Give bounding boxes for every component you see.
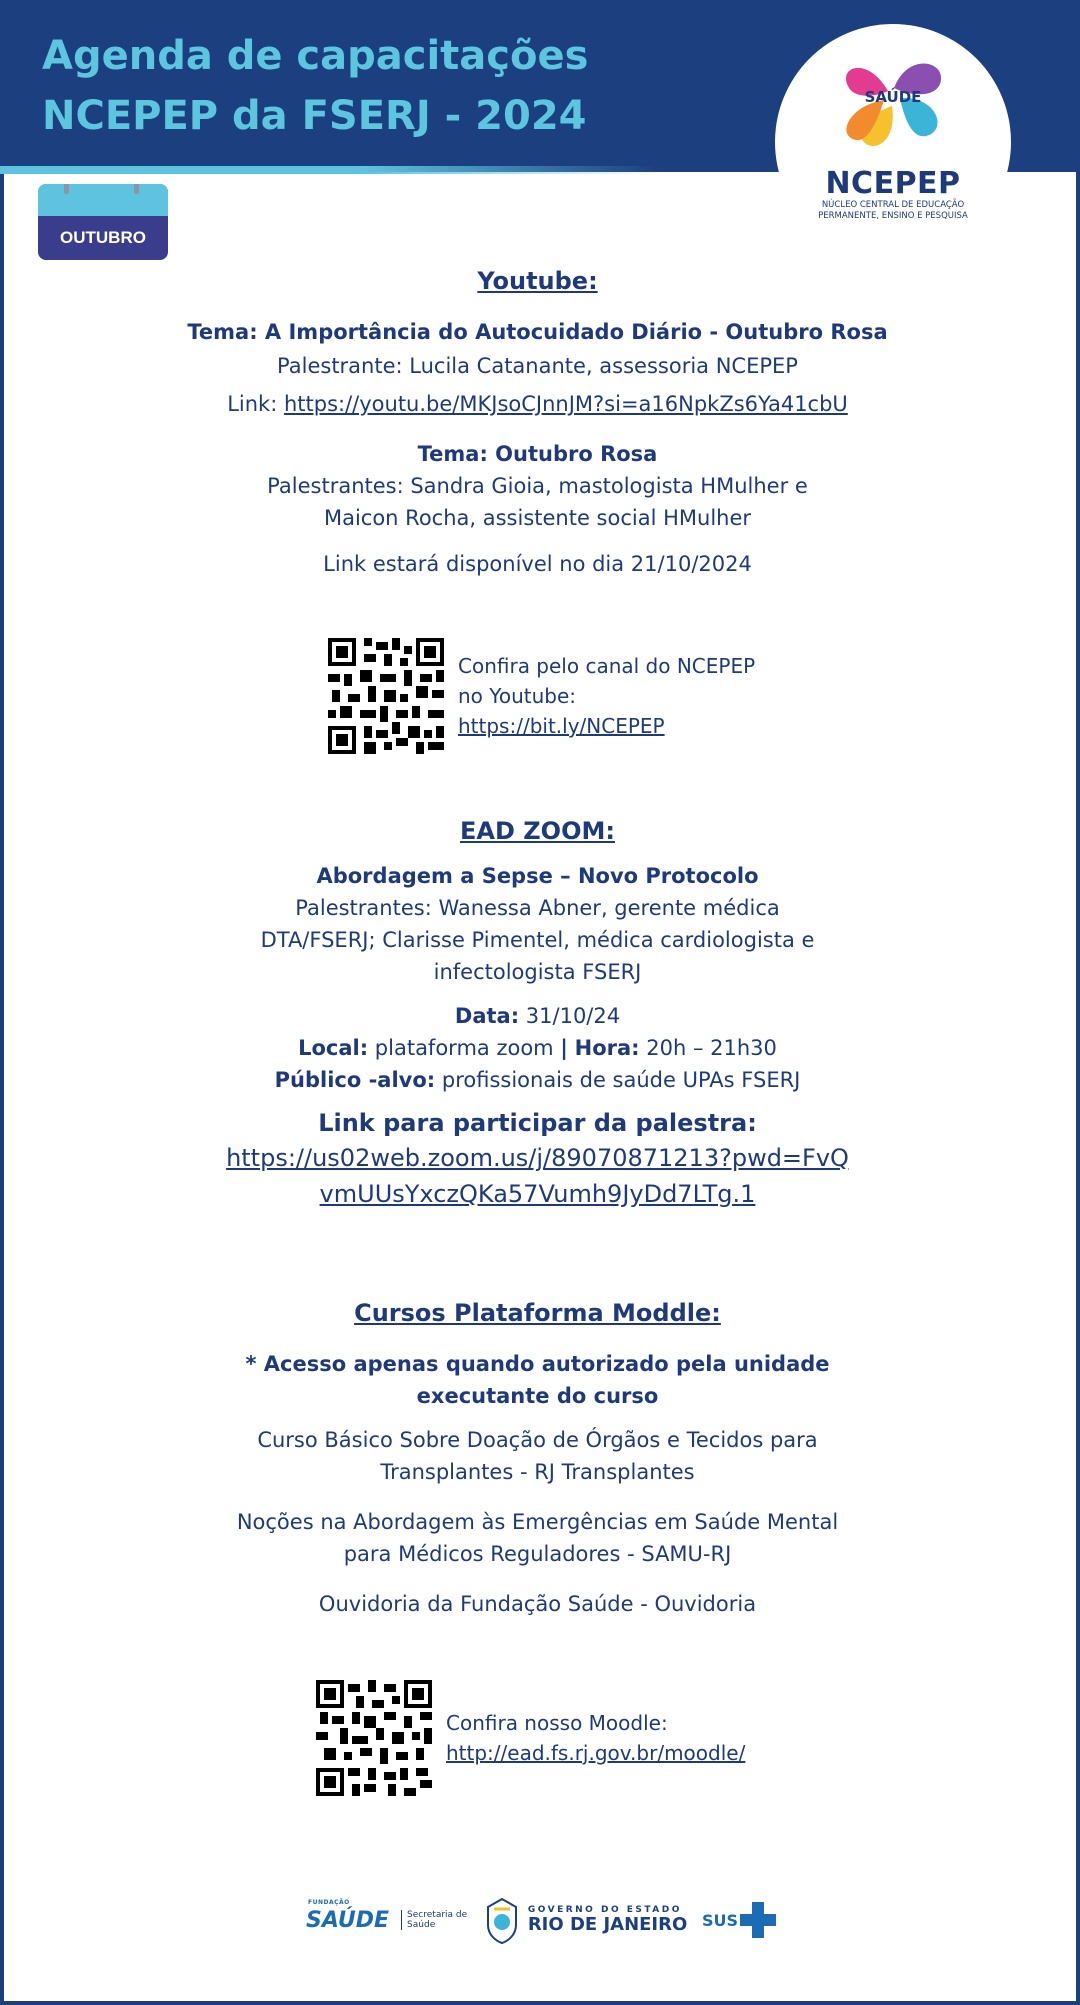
- moodle-notice-1: * Acesso apenas quando autorizado pela unidade: [245, 1352, 830, 1376]
- logo-name: NCEPEP: [825, 166, 961, 201]
- fundacao-saude-logo: [306, 1898, 468, 1933]
- secretaria-line2: Saúde: [407, 1920, 436, 1930]
- youtube-talk1-link-row: [180, 388, 895, 420]
- secretaria-line1: Secretaria de: [407, 1910, 468, 1920]
- zoom-speakers-1: Palestrantes: Wanessa Abner, gerente médica: [295, 896, 780, 920]
- youtube-talk1-link-label: Link:: [227, 392, 278, 416]
- zoom-date-label: Data:: [454, 1004, 520, 1028]
- youtube-channel-link[interactable]: https://bit.ly/NCEPEP: [458, 714, 665, 738]
- moodle-course3: Ouvidoria da Fundação Saúde - Ouvidoria: [318, 1592, 757, 1616]
- zoom-talk-title: Abordagem a Sepse – Novo Protocolo: [316, 864, 759, 888]
- page-title: [42, 26, 662, 146]
- zoom-section: [180, 814, 895, 1212]
- youtube-talk1-speaker: Palestrante: Lucila Catanante, assessoria NCEPEP: [277, 354, 798, 378]
- zoom-publico-label: Público -alvo:: [274, 1068, 436, 1092]
- calendar-ring-icon: [64, 184, 69, 194]
- youtube-qr-code-icon[interactable]: [328, 638, 444, 754]
- zoom-speakers-3: infectologista FSERJ: [433, 960, 642, 984]
- moodle-qr-row: [316, 1680, 745, 1796]
- title-line-1: Agenda de capacitações: [42, 33, 589, 79]
- zoom-link-line1[interactable]: https://us02web.zoom.us/j/89070871213?pwd=FvQ: [226, 1144, 849, 1172]
- saude-wordmark: SAÚDE: [306, 1907, 390, 1933]
- governo-rj-logo: [482, 1895, 687, 1945]
- header-stripe: [0, 166, 660, 174]
- moodle-qr-text: [446, 1708, 745, 1768]
- zoom-cta: Link para participar da palestra:: [318, 1109, 757, 1137]
- calendar-badge: [38, 184, 168, 260]
- moodle-notice-2: executante do curso: [416, 1384, 659, 1408]
- youtube-qr-row: [328, 638, 755, 754]
- moodle-qr-text-line: Confira nosso Moodle:: [446, 1711, 668, 1735]
- calendar-top: [38, 184, 168, 216]
- governo-big: RIO DE JANEIRO: [527, 1914, 688, 1935]
- moodle-qr-code-icon[interactable]: [316, 1680, 432, 1796]
- moodle-link[interactable]: http://ead.fs.rj.gov.br/moodle/: [446, 1741, 746, 1765]
- logo-brand: SAÚDE: [864, 88, 922, 106]
- zoom-date-row: [180, 1000, 895, 1032]
- zoom-local-value: plataforma zoom: [368, 1036, 561, 1060]
- youtube-section-title: Youtube:: [477, 267, 598, 295]
- moodle-section-title: Cursos Plataforma Moddle:: [354, 1299, 721, 1327]
- calendar-month: OUTUBRO: [60, 228, 146, 247]
- governo-rj-text: [528, 1905, 687, 1935]
- sus-logo: [702, 1902, 776, 1938]
- youtube-talk2-speakers-1: Palestrantes: Sandra Gioia, mastologista HMulher e: [267, 474, 808, 498]
- zoom-link-line2[interactable]: vmUUsYxczQKa57Vumh9JyDd7LTg.1: [319, 1180, 756, 1208]
- zoom-publico-value: profissionais de saúde UPAs FSERJ: [435, 1068, 801, 1092]
- youtube-talk1-title: Tema: A Importância do Autocuidado Diário - Outubro Rosa: [187, 320, 888, 344]
- sus-cross-icon: [740, 1902, 776, 1938]
- rj-coat-of-arms-icon: [482, 1895, 522, 1945]
- zoom-hora-label: Hora:: [574, 1036, 640, 1060]
- moodle-course2-line2: para Médicos Reguladores - SAMU-RJ: [343, 1542, 732, 1566]
- zoom-date-value: 31/10/24: [519, 1004, 621, 1028]
- zoom-local-row: [180, 1032, 895, 1064]
- moodle-course2-line1: Noções na Abordagem às Emergências em Saúde Mental: [236, 1510, 839, 1534]
- zoom-publico-row: [180, 1064, 895, 1096]
- youtube-qr-text-line1: Confira pelo canal do NCEPEP: [458, 654, 756, 678]
- youtube-qr-text: [458, 651, 755, 741]
- calendar-ring-icon: [134, 184, 139, 194]
- zoom-hora-value: 20h – 21h30: [639, 1036, 777, 1060]
- moodle-course1-line1: Curso Básico Sobre Doação de Órgãos e Tecidos para: [257, 1428, 818, 1452]
- title-line-2: NCEPEP da FSERJ - 2024: [42, 93, 587, 139]
- zoom-local-label: Local:: [298, 1036, 369, 1060]
- fundacao-saude-wordmark: [306, 1898, 390, 1933]
- governo-small: GOVERNO DO ESTADO: [527, 1905, 682, 1915]
- logo-subtitle: NÚCLEO CENTRAL DE EDUCAÇÃO PERMANENTE, ENSINO E PESQUISA: [818, 200, 968, 221]
- youtube-talk2-title: Tema: Outubro Rosa: [417, 442, 658, 466]
- youtube-talk2-availability: Link estará disponível no dia 21/10/2024: [323, 552, 752, 576]
- sus-wordmark: SUS: [701, 1910, 738, 1930]
- zoom-separator: |: [560, 1036, 568, 1060]
- youtube-talk1-link[interactable]: https://youtu.be/MKJsoCJnnJM?si=a16NpkZs6Ya41cbU: [283, 392, 848, 416]
- fundacao-small: FUNDAÇÃO: [308, 1898, 350, 1906]
- moodle-section: [180, 1296, 895, 1620]
- youtube-qr-text-line2: no Youtube:: [458, 684, 576, 708]
- zoom-section-title: EAD ZOOM:: [460, 817, 615, 845]
- youtube-talk2-speakers-2: Maicon Rocha, assistente social HMulher: [323, 506, 752, 530]
- footer-logos: [306, 1890, 776, 1950]
- secretaria-saude-label: [401, 1910, 467, 1930]
- moodle-course1-line2: Transplantes - RJ Transplantes: [380, 1460, 695, 1484]
- zoom-speakers-2: DTA/FSERJ; Clarisse Pimentel, médica cardiologista e: [260, 928, 815, 952]
- saude-flower-logo-icon: [828, 36, 958, 166]
